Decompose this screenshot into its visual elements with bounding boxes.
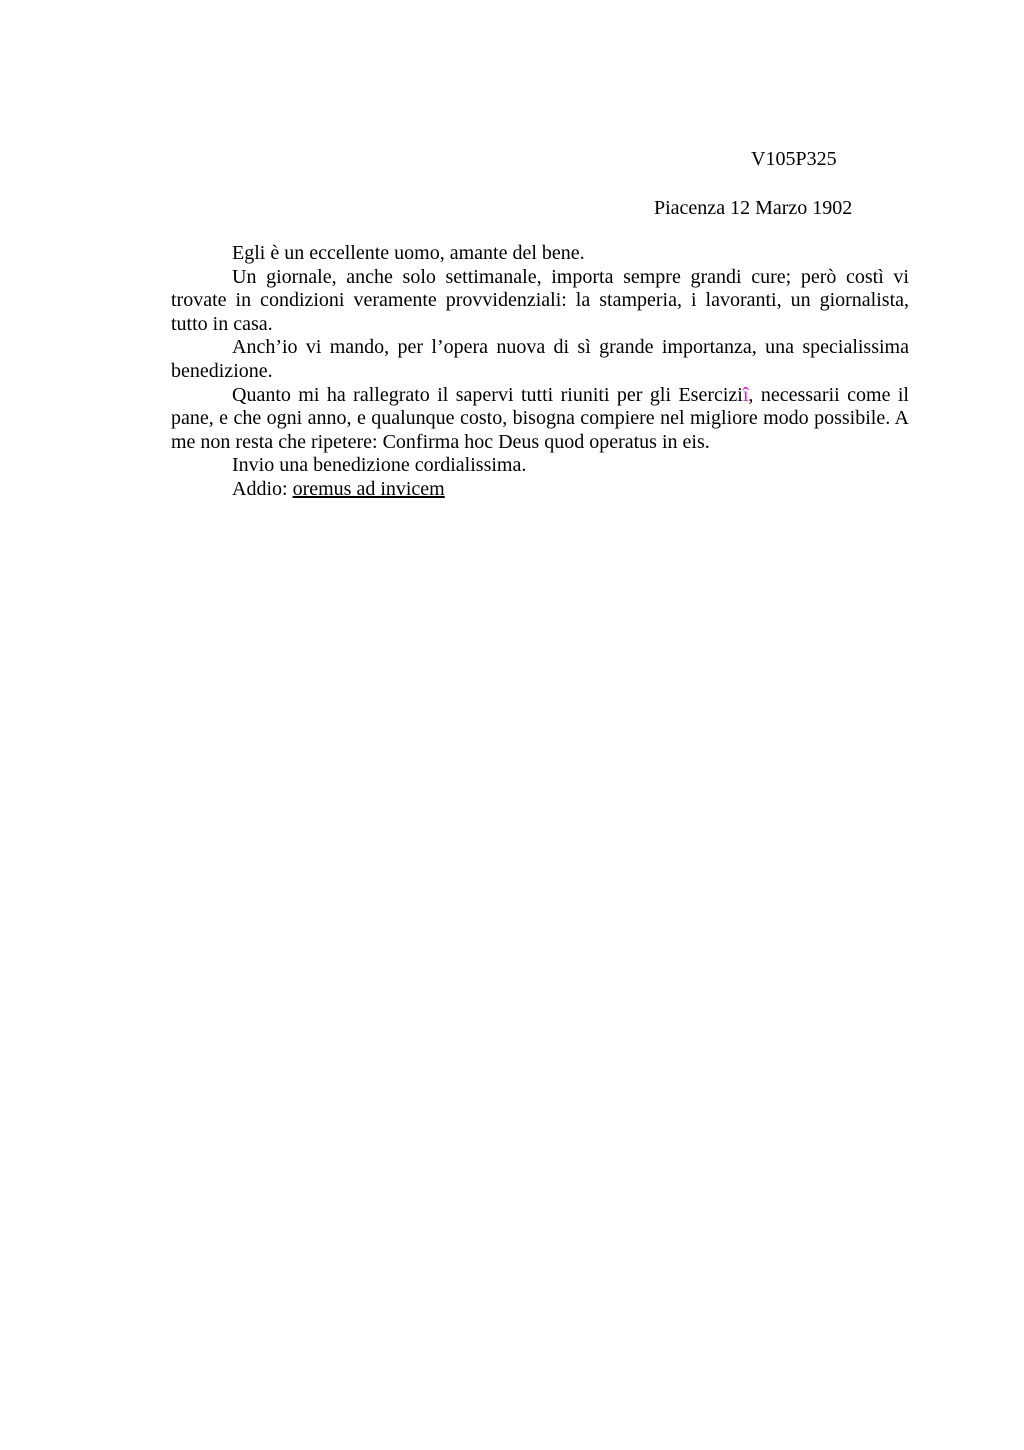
place-date: Piacenza 12 Marzo 1902	[654, 197, 853, 219]
highlighted-accent-char: î	[742, 383, 749, 406]
paragraph-1: Egli è un eccellente uomo, amante del bene.	[232, 242, 585, 264]
closing-lead: Addio:	[232, 477, 293, 500]
paragraph-6	[171, 478, 909, 502]
paragraph-5: Invio una benedizione cordialissima.	[232, 454, 527, 477]
closing-underlined-phrase: oremus ad invicem	[292, 477, 445, 500]
paragraph-2: Un giornale, anche solo settimanale, importa sempre grandi cure; però costì vi trovate in condizioni veramente provvidenziali: la stamperia, i lavoranti, un giornalista, tutto in casa.	[171, 265, 909, 335]
paragraph-4	[171, 384, 909, 455]
paragraph-3: Anch’io vi mando, per l’opera nuova di sì grande importanza, una specialissima benedizione.	[171, 336, 909, 382]
paragraph-4-text-end: , necessarii come il pane, e che ogni anno, e qualunque costo, bisogna compiere nel migliore modo possibile. A me non resta che ripetere: Confirma hoc Deus quod operatus in eis.	[171, 383, 909, 453]
document-id: V105P325	[751, 148, 837, 170]
letter-body	[171, 242, 909, 502]
paragraph-4-text-start: Quanto mi ha rallegrato il sapervi tutti riuniti per gli Esercizi	[232, 383, 743, 406]
